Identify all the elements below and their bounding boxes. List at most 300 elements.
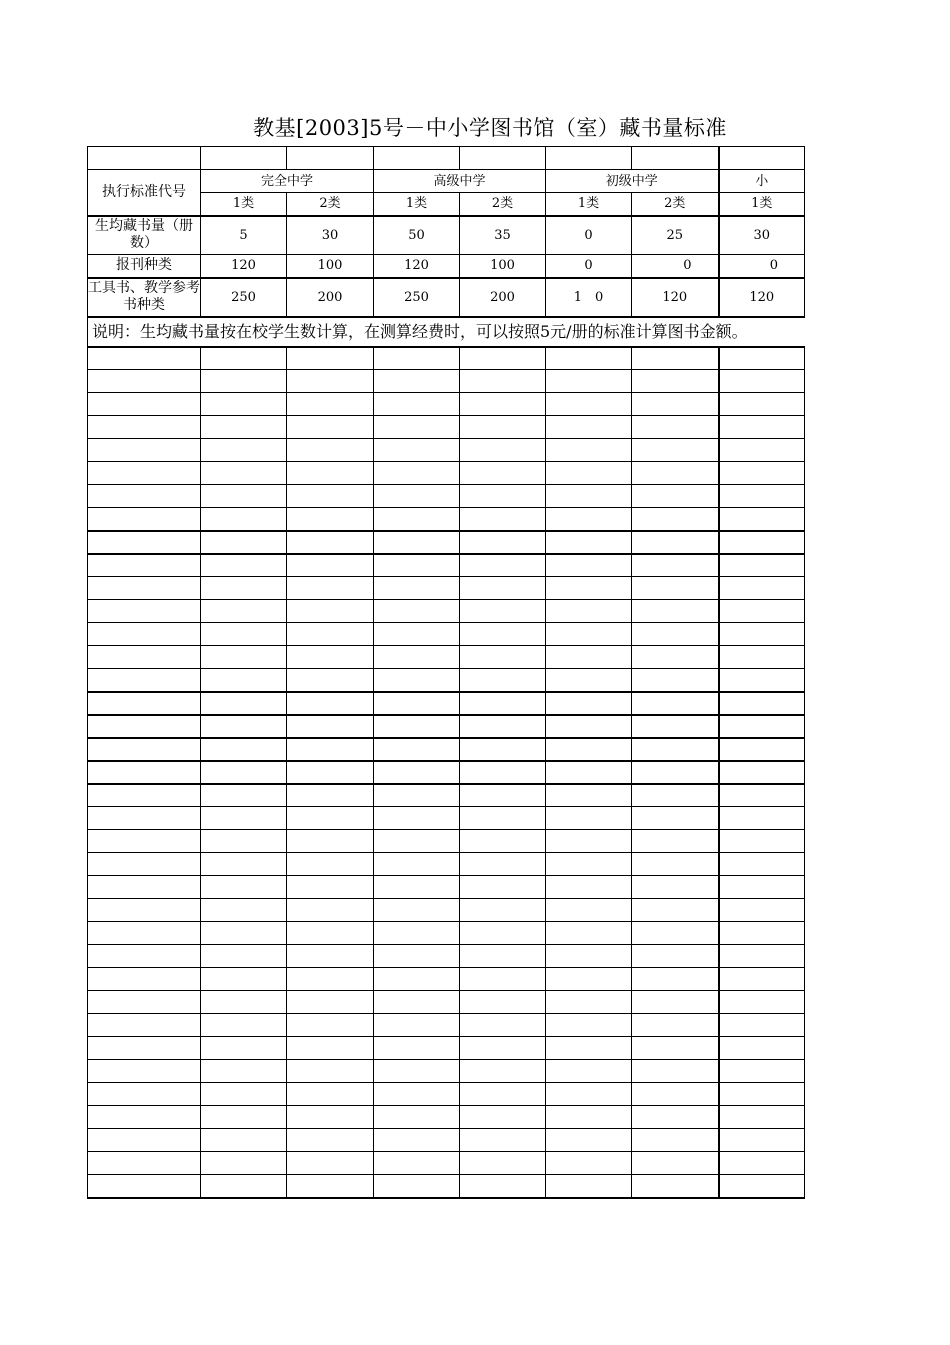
- empty-cell[interactable]: [460, 784, 546, 807]
- empty-cell[interactable]: [201, 439, 287, 462]
- empty-cell[interactable]: [88, 623, 201, 646]
- empty-cell[interactable]: [460, 1129, 546, 1152]
- empty-cell[interactable]: [719, 715, 805, 738]
- empty-cell[interactable]: [287, 968, 374, 991]
- empty-cell[interactable]: [374, 1014, 460, 1037]
- empty-cell[interactable]: [201, 600, 287, 623]
- empty-cell[interactable]: [546, 1129, 632, 1152]
- empty-cell[interactable]: [632, 508, 719, 531]
- empty-cell[interactable]: [460, 715, 546, 738]
- empty-cell[interactable]: [546, 1014, 632, 1037]
- empty-cell[interactable]: [201, 485, 287, 508]
- empty-cell[interactable]: [287, 1129, 374, 1152]
- empty-cell[interactable]: [719, 692, 805, 715]
- empty-cell[interactable]: [546, 1152, 632, 1175]
- empty-cell[interactable]: [719, 623, 805, 646]
- empty-cell[interactable]: [374, 669, 460, 692]
- empty-cell[interactable]: [546, 623, 632, 646]
- header-group-primary[interactable]: 小: [719, 170, 805, 193]
- empty-cell[interactable]: [460, 577, 546, 600]
- empty-cell[interactable]: [88, 1083, 201, 1106]
- empty-cell[interactable]: [460, 922, 546, 945]
- empty-cell[interactable]: [632, 531, 719, 554]
- empty-cell[interactable]: [88, 531, 201, 554]
- empty-cell[interactable]: [88, 968, 201, 991]
- empty-cell[interactable]: [632, 554, 719, 577]
- empty-cell[interactable]: [374, 370, 460, 393]
- empty-cell[interactable]: [287, 462, 374, 485]
- empty-cell[interactable]: [374, 761, 460, 784]
- empty-cell[interactable]: [546, 462, 632, 485]
- empty-cell[interactable]: [287, 669, 374, 692]
- empty-cell[interactable]: [287, 623, 374, 646]
- empty-cell[interactable]: [374, 416, 460, 439]
- empty-cell[interactable]: [546, 830, 632, 853]
- header-sub-junior-2[interactable]: 2类: [632, 193, 719, 216]
- empty-cell[interactable]: [632, 784, 719, 807]
- empty-cell[interactable]: [88, 1106, 201, 1129]
- empty-cell[interactable]: [374, 531, 460, 554]
- empty-cell[interactable]: [632, 853, 719, 876]
- row-label-books-per-student[interactable]: 生均藏书量（册数）: [88, 216, 201, 255]
- empty-cell[interactable]: [546, 1060, 632, 1083]
- empty-cell[interactable]: [374, 439, 460, 462]
- empty-cell[interactable]: [632, 807, 719, 830]
- empty-cell[interactable]: [201, 1083, 287, 1106]
- empty-cell[interactable]: [719, 393, 805, 416]
- empty-cell[interactable]: [88, 577, 201, 600]
- header-sub-complete-1[interactable]: 1类: [201, 193, 287, 216]
- table-cell[interactable]: 120: [201, 255, 287, 278]
- empty-cell[interactable]: [201, 347, 287, 370]
- empty-cell[interactable]: [719, 738, 805, 761]
- empty-cell[interactable]: [460, 462, 546, 485]
- empty-cell[interactable]: [374, 991, 460, 1014]
- empty-cell[interactable]: [287, 1037, 374, 1060]
- table-cell[interactable]: 120: [374, 255, 460, 278]
- empty-cell[interactable]: [374, 1037, 460, 1060]
- empty-cell[interactable]: [374, 462, 460, 485]
- empty-cell[interactable]: [719, 761, 805, 784]
- empty-cell[interactable]: [287, 853, 374, 876]
- empty-cell[interactable]: [719, 554, 805, 577]
- empty-cell[interactable]: [632, 991, 719, 1014]
- empty-cell[interactable]: [88, 1129, 201, 1152]
- empty-cell[interactable]: [460, 968, 546, 991]
- empty-cell[interactable]: [460, 508, 546, 531]
- note-text[interactable]: 说明：生均藏书量按在校学生数计算，在测算经费时，可以按照5元/册的标准计算图书金额。: [88, 317, 805, 347]
- empty-cell[interactable]: [374, 692, 460, 715]
- empty-cell[interactable]: [201, 1129, 287, 1152]
- empty-cell[interactable]: [460, 738, 546, 761]
- row-label-reference-books[interactable]: 工具书、教学参考书种类: [88, 278, 201, 317]
- empty-cell[interactable]: [719, 669, 805, 692]
- empty-cell[interactable]: [287, 991, 374, 1014]
- empty-cell[interactable]: [201, 1152, 287, 1175]
- empty-cell[interactable]: [719, 1175, 805, 1198]
- empty-cell[interactable]: [88, 945, 201, 968]
- empty-cell[interactable]: [632, 1037, 719, 1060]
- empty-cell[interactable]: [201, 876, 287, 899]
- empty-cell[interactable]: [201, 738, 287, 761]
- empty-cell[interactable]: [201, 922, 287, 945]
- empty-cell[interactable]: [546, 853, 632, 876]
- empty-cell[interactable]: [287, 784, 374, 807]
- empty-cell[interactable]: [287, 761, 374, 784]
- empty-cell[interactable]: [719, 968, 805, 991]
- empty-cell[interactable]: [88, 508, 201, 531]
- empty-cell[interactable]: [287, 508, 374, 531]
- header-code-cell[interactable]: 执行标准代号: [88, 170, 201, 216]
- empty-cell[interactable]: [460, 623, 546, 646]
- empty-cell[interactable]: [460, 554, 546, 577]
- empty-cell[interactable]: [201, 1014, 287, 1037]
- empty-cell[interactable]: [287, 830, 374, 853]
- empty-cell[interactable]: [546, 1106, 632, 1129]
- empty-cell[interactable]: [460, 1152, 546, 1175]
- empty-cell[interactable]: [546, 876, 632, 899]
- empty-cell[interactable]: [287, 485, 374, 508]
- empty-cell[interactable]: [632, 899, 719, 922]
- empty-cell[interactable]: [546, 347, 632, 370]
- header-sub-senior-1[interactable]: 1类: [374, 193, 460, 216]
- empty-cell[interactable]: [201, 968, 287, 991]
- empty-cell[interactable]: [632, 646, 719, 669]
- empty-cell[interactable]: [287, 439, 374, 462]
- empty-cell[interactable]: [719, 508, 805, 531]
- empty-cell[interactable]: [460, 830, 546, 853]
- table-cell[interactable]: 0: [546, 216, 632, 255]
- empty-cell[interactable]: [374, 600, 460, 623]
- empty-cell[interactable]: [88, 462, 201, 485]
- empty-cell[interactable]: [287, 347, 374, 370]
- empty-cell[interactable]: [88, 807, 201, 830]
- empty-cell[interactable]: [201, 554, 287, 577]
- table-cell[interactable]: 100: [287, 255, 374, 278]
- table-cell[interactable]: 5: [201, 216, 287, 255]
- table-cell[interactable]: 100: [460, 255, 546, 278]
- empty-cell[interactable]: [460, 761, 546, 784]
- empty-cell[interactable]: [460, 853, 546, 876]
- empty-cell[interactable]: [374, 1106, 460, 1129]
- empty-cell[interactable]: [632, 439, 719, 462]
- empty-cell[interactable]: [88, 1152, 201, 1175]
- empty-cell[interactable]: [201, 623, 287, 646]
- table-cell[interactable]: 30: [719, 216, 805, 255]
- empty-cell[interactable]: [201, 1037, 287, 1060]
- empty-cell[interactable]: [201, 945, 287, 968]
- table-cell[interactable]: 120: [632, 278, 719, 317]
- empty-cell[interactable]: [719, 1083, 805, 1106]
- empty-cell[interactable]: [88, 1175, 201, 1198]
- empty-cell[interactable]: [374, 1060, 460, 1083]
- empty-cell[interactable]: [88, 761, 201, 784]
- empty-cell[interactable]: [88, 554, 201, 577]
- empty-cell[interactable]: [374, 738, 460, 761]
- empty-cell[interactable]: [201, 830, 287, 853]
- empty-cell[interactable]: [632, 600, 719, 623]
- empty-cell[interactable]: [287, 1014, 374, 1037]
- empty-cell[interactable]: [88, 991, 201, 1014]
- empty-cell[interactable]: [719, 485, 805, 508]
- empty-cell[interactable]: [546, 1037, 632, 1060]
- empty-cell[interactable]: [546, 370, 632, 393]
- empty-cell[interactable]: [88, 439, 201, 462]
- empty-cell[interactable]: [719, 1037, 805, 1060]
- empty-cell[interactable]: [719, 1129, 805, 1152]
- empty-cell[interactable]: [632, 1106, 719, 1129]
- empty-cell[interactable]: [374, 784, 460, 807]
- empty-cell[interactable]: [632, 347, 719, 370]
- empty-cell[interactable]: [460, 1175, 546, 1198]
- table-cell[interactable]: 25: [632, 216, 719, 255]
- empty-cell[interactable]: [546, 922, 632, 945]
- empty-cell[interactable]: [719, 807, 805, 830]
- header-sub-junior-1[interactable]: 1类: [546, 193, 632, 216]
- empty-cell[interactable]: [546, 784, 632, 807]
- header-sub-complete-2[interactable]: 2类: [287, 193, 374, 216]
- empty-cell[interactable]: [546, 761, 632, 784]
- empty-cell[interactable]: [287, 922, 374, 945]
- empty-cell[interactable]: [632, 1152, 719, 1175]
- empty-cell[interactable]: [546, 531, 632, 554]
- empty-cell[interactable]: [546, 945, 632, 968]
- empty-cell[interactable]: [88, 370, 201, 393]
- empty-cell[interactable]: [632, 485, 719, 508]
- empty-cell[interactable]: [632, 922, 719, 945]
- table-cell[interactable]: 120: [719, 278, 805, 317]
- empty-cell[interactable]: [460, 600, 546, 623]
- header-group-junior[interactable]: 初级中学: [546, 170, 719, 193]
- empty-cell[interactable]: [201, 577, 287, 600]
- header-sub-senior-2[interactable]: 2类: [460, 193, 546, 216]
- empty-cell[interactable]: [287, 416, 374, 439]
- table-cell[interactable]: 200: [287, 278, 374, 317]
- empty-cell[interactable]: [201, 899, 287, 922]
- empty-cell[interactable]: [88, 853, 201, 876]
- empty-cell[interactable]: [632, 1129, 719, 1152]
- empty-cell[interactable]: [460, 646, 546, 669]
- empty-cell[interactable]: [719, 922, 805, 945]
- empty-cell[interactable]: [460, 1014, 546, 1037]
- empty-cell[interactable]: [632, 416, 719, 439]
- empty-cell[interactable]: [374, 1175, 460, 1198]
- table-cell[interactable]: 35: [460, 216, 546, 255]
- empty-cell[interactable]: [719, 1106, 805, 1129]
- empty-cell[interactable]: [546, 508, 632, 531]
- empty-cell[interactable]: [632, 692, 719, 715]
- empty-cell[interactable]: [201, 784, 287, 807]
- empty-cell[interactable]: [460, 945, 546, 968]
- empty-cell[interactable]: [546, 485, 632, 508]
- empty-cell[interactable]: [201, 1060, 287, 1083]
- empty-cell[interactable]: [287, 692, 374, 715]
- empty-cell[interactable]: [374, 577, 460, 600]
- empty-cell[interactable]: [287, 715, 374, 738]
- empty-cell[interactable]: [632, 1083, 719, 1106]
- empty-cell[interactable]: [719, 991, 805, 1014]
- empty-cell[interactable]: [287, 370, 374, 393]
- empty-cell[interactable]: [287, 1175, 374, 1198]
- empty-cell[interactable]: [201, 715, 287, 738]
- empty-cell[interactable]: [719, 370, 805, 393]
- empty-cell[interactable]: [460, 876, 546, 899]
- empty-cell[interactable]: [460, 692, 546, 715]
- empty-cell[interactable]: [287, 554, 374, 577]
- empty-cell[interactable]: [374, 623, 460, 646]
- empty-cell[interactable]: [719, 439, 805, 462]
- empty-cell[interactable]: [201, 646, 287, 669]
- empty-cell[interactable]: [719, 784, 805, 807]
- empty-cell[interactable]: [201, 853, 287, 876]
- empty-cell[interactable]: [546, 439, 632, 462]
- empty-cell[interactable]: [719, 876, 805, 899]
- empty-cell[interactable]: [719, 646, 805, 669]
- empty-cell[interactable]: [287, 1060, 374, 1083]
- empty-cell[interactable]: [201, 462, 287, 485]
- empty-cell[interactable]: [374, 945, 460, 968]
- empty-cell[interactable]: [201, 1106, 287, 1129]
- table-cell[interactable]: 250: [201, 278, 287, 317]
- empty-cell[interactable]: [460, 899, 546, 922]
- table-cell[interactable]: 0: [546, 255, 632, 278]
- empty-cell[interactable]: [374, 347, 460, 370]
- empty-cell[interactable]: [632, 1060, 719, 1083]
- empty-cell[interactable]: [88, 1014, 201, 1037]
- empty-cell[interactable]: [546, 393, 632, 416]
- table-cell[interactable]: 200: [460, 278, 546, 317]
- table-cell[interactable]: 50: [374, 216, 460, 255]
- empty-cell[interactable]: [632, 577, 719, 600]
- empty-cell[interactable]: [632, 738, 719, 761]
- empty-cell[interactable]: [374, 508, 460, 531]
- empty-cell[interactable]: [460, 393, 546, 416]
- empty-cell[interactable]: [546, 899, 632, 922]
- empty-cell[interactable]: [460, 807, 546, 830]
- empty-cell[interactable]: [287, 646, 374, 669]
- empty-cell[interactable]: [374, 715, 460, 738]
- empty-cell[interactable]: [201, 761, 287, 784]
- empty-cell[interactable]: [719, 899, 805, 922]
- empty-cell[interactable]: [460, 439, 546, 462]
- empty-cell[interactable]: [287, 945, 374, 968]
- empty-cell[interactable]: [88, 692, 201, 715]
- empty-cell[interactable]: [88, 876, 201, 899]
- empty-cell[interactable]: [287, 531, 374, 554]
- empty-cell[interactable]: [374, 485, 460, 508]
- header-sub-primary-1[interactable]: 1类: [719, 193, 805, 216]
- empty-cell[interactable]: [374, 1083, 460, 1106]
- empty-cell[interactable]: [546, 646, 632, 669]
- empty-cell[interactable]: [201, 692, 287, 715]
- empty-cell[interactable]: [88, 830, 201, 853]
- empty-cell[interactable]: [719, 945, 805, 968]
- empty-cell[interactable]: [88, 1037, 201, 1060]
- empty-cell[interactable]: [201, 370, 287, 393]
- empty-cell[interactable]: [287, 393, 374, 416]
- empty-cell[interactable]: [460, 531, 546, 554]
- empty-cell[interactable]: [632, 876, 719, 899]
- empty-cell[interactable]: [546, 715, 632, 738]
- empty-cell[interactable]: [719, 462, 805, 485]
- empty-cell[interactable]: [546, 554, 632, 577]
- empty-cell[interactable]: [546, 416, 632, 439]
- empty-cell[interactable]: [374, 554, 460, 577]
- empty-cell[interactable]: [632, 623, 719, 646]
- empty-cell[interactable]: [632, 715, 719, 738]
- empty-cell[interactable]: [287, 876, 374, 899]
- empty-cell[interactable]: [460, 1037, 546, 1060]
- empty-cell[interactable]: [460, 347, 546, 370]
- empty-cell[interactable]: [88, 600, 201, 623]
- header-group-complete[interactable]: 完全中学: [201, 170, 374, 193]
- empty-cell[interactable]: [374, 830, 460, 853]
- empty-cell[interactable]: [546, 1175, 632, 1198]
- empty-cell[interactable]: [88, 646, 201, 669]
- empty-cell[interactable]: [374, 922, 460, 945]
- empty-cell[interactable]: [88, 416, 201, 439]
- empty-cell[interactable]: [201, 393, 287, 416]
- empty-cell[interactable]: [546, 600, 632, 623]
- empty-cell[interactable]: [287, 899, 374, 922]
- empty-cell[interactable]: [287, 577, 374, 600]
- empty-cell[interactable]: [201, 991, 287, 1014]
- empty-cell[interactable]: [201, 508, 287, 531]
- empty-cell[interactable]: [88, 784, 201, 807]
- empty-cell[interactable]: [719, 577, 805, 600]
- empty-cell[interactable]: [632, 1175, 719, 1198]
- empty-cell[interactable]: [374, 646, 460, 669]
- empty-cell[interactable]: [719, 416, 805, 439]
- empty-cell[interactable]: [546, 738, 632, 761]
- empty-cell[interactable]: [460, 485, 546, 508]
- empty-cell[interactable]: [287, 1152, 374, 1175]
- empty-cell[interactable]: [719, 600, 805, 623]
- empty-cell[interactable]: [632, 830, 719, 853]
- empty-cell[interactable]: [460, 416, 546, 439]
- empty-cell[interactable]: [374, 807, 460, 830]
- empty-cell[interactable]: [460, 669, 546, 692]
- empty-cell[interactable]: [201, 531, 287, 554]
- empty-cell[interactable]: [719, 347, 805, 370]
- table-cell[interactable]: 0: [632, 255, 719, 278]
- table-cell[interactable]: 1 0: [546, 278, 632, 317]
- empty-cell[interactable]: [287, 1106, 374, 1129]
- empty-cell[interactable]: [88, 347, 201, 370]
- table-cell[interactable]: 0: [719, 255, 805, 278]
- empty-cell[interactable]: [287, 807, 374, 830]
- empty-cell[interactable]: [374, 1129, 460, 1152]
- empty-cell[interactable]: [201, 416, 287, 439]
- empty-cell[interactable]: [460, 1060, 546, 1083]
- empty-cell[interactable]: [201, 669, 287, 692]
- empty-cell[interactable]: [546, 577, 632, 600]
- empty-cell[interactable]: [88, 715, 201, 738]
- empty-cell[interactable]: [460, 1106, 546, 1129]
- empty-cell[interactable]: [719, 1152, 805, 1175]
- empty-cell[interactable]: [374, 899, 460, 922]
- empty-cell[interactable]: [719, 1060, 805, 1083]
- empty-cell[interactable]: [201, 1175, 287, 1198]
- header-group-senior[interactable]: 高级中学: [374, 170, 546, 193]
- empty-cell[interactable]: [88, 738, 201, 761]
- empty-cell[interactable]: [632, 393, 719, 416]
- empty-cell[interactable]: [201, 807, 287, 830]
- empty-cell[interactable]: [374, 393, 460, 416]
- table-cell[interactable]: 30: [287, 216, 374, 255]
- empty-cell[interactable]: [546, 669, 632, 692]
- empty-cell[interactable]: [374, 853, 460, 876]
